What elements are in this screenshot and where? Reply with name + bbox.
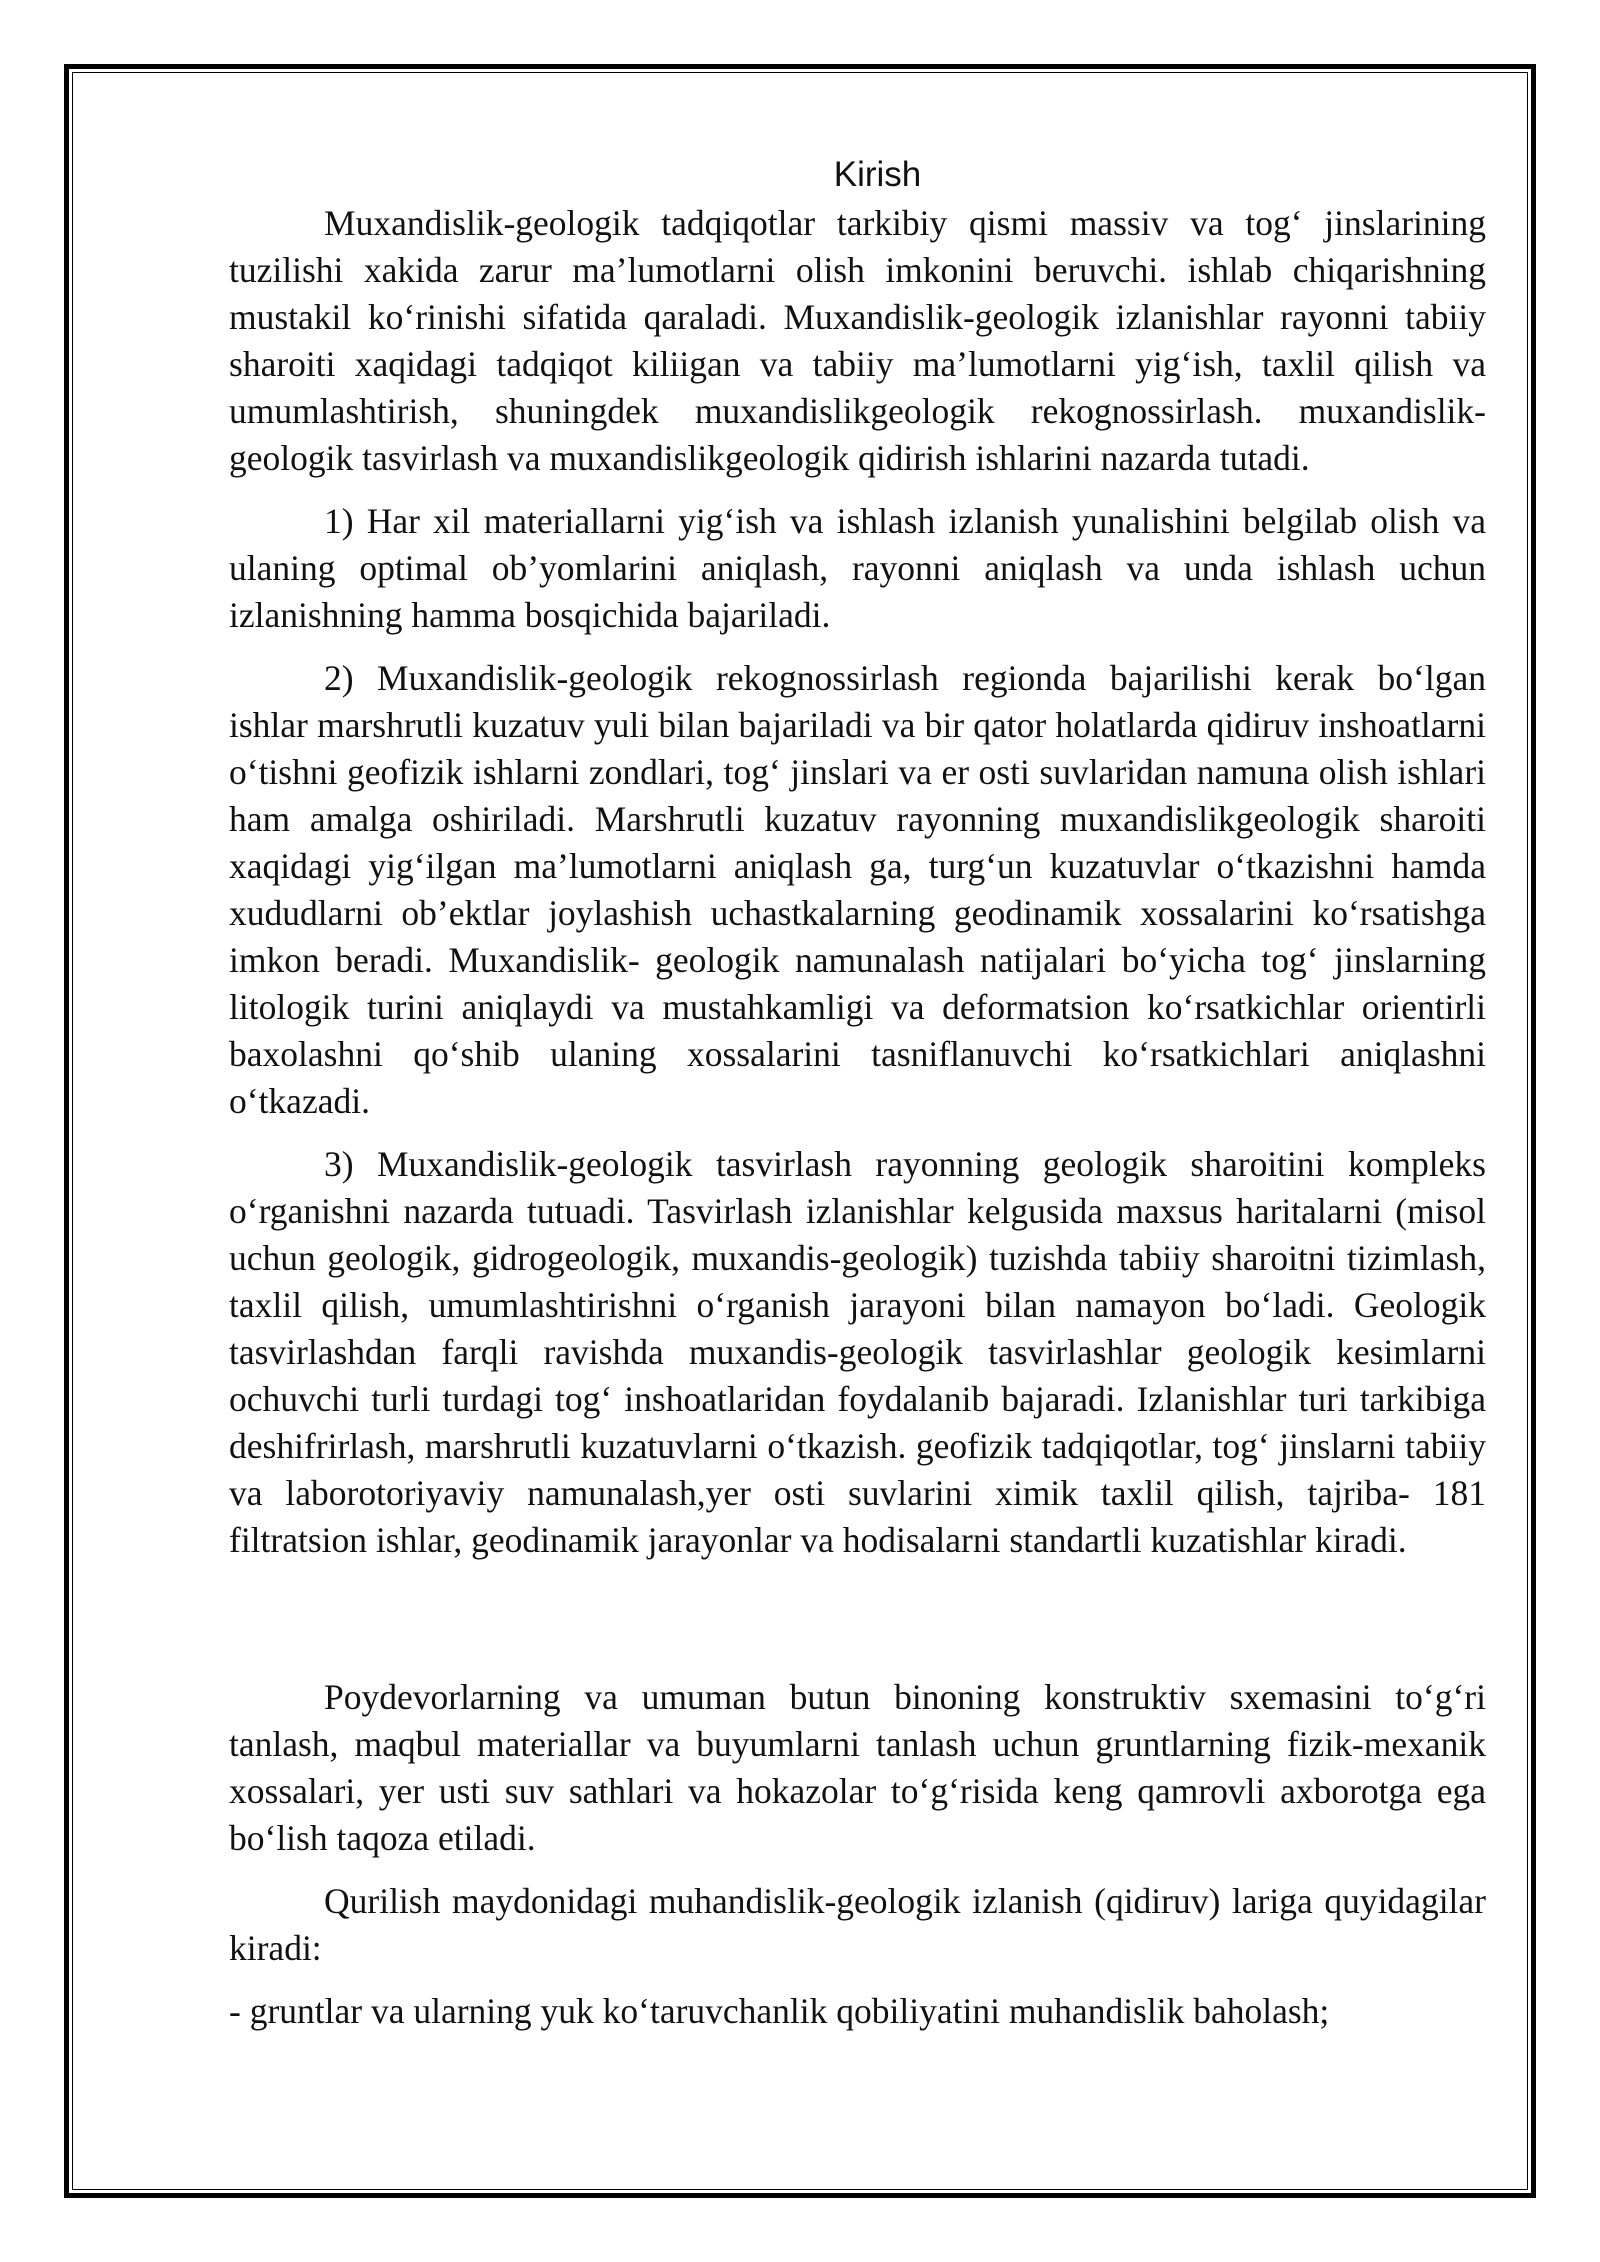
paragraph-foundations: Poydevorlarning va umuman butun binoning konstruktiv sxemasini to‘g‘ri tanlash, maqbul materiallar va buyumlarni tanlash uchun gruntlarning fizik-mexanik xossalari, yer usti suv sathlari va hokazolar to‘g‘risida keng qamrovli axborotga ega bo‘lish taqoza etiladi.: [229, 1677, 1486, 1858]
page-title: Kirish: [833, 155, 922, 194]
paragraph-item-2: 2) Muxandislik-geologik rekognossirlash regionda bajarilishi kerak bo‘lgan ishlar marshrutli kuzatuv yuli bilan bajariladi va bir qator holatlarda qidiruv inshoatlarni o‘tishni geofizik ishlarni zondlari, tog‘ jinslari va er osti suvlaridan namuna olish ishlari ham amalga oshiriladi. Marshrutli kuzatuv rayonning muxandislikgeologik sharoiti xaqidagi yig‘ilgan ma’lumotlarni aniqlash ga, turg‘un kuzatuvlar o‘tkazishni hamda xududlarni ob’ektlar joylashish uchastkalarning geodinamik xossalarini ko‘rsatishga imkon beradi. Muxandislik- geologik namunalash natijalari bo‘yicha tog‘ jinslarning litologik turini aniqlaydi va mustahkamligi va deformatsion ko‘rsatkichlar orientirli baxolashni qo‘shib ulaning xossalarini tasniflanuvchi ko‘rsatkichlari aniqlashni o‘tkazadi.: [229, 658, 1486, 1121]
section-spacer: [229, 1580, 1486, 1674]
paragraph-item-3: 3) Muxandislik-geologik tasvirlash rayonning geologik sharoitini kompleks o‘rganishni nazarda tutuadi. Tasvirlash izlanishlar kelgusida maxsus haritalarni (misol uchun geologik, gidrogeologik, muxandis-geologik) tuzishda tabiiy sharoitni tizimlash, taxlil qilish, umumlashtirishni o‘rganish jarayoni bilan namayon bo‘ladi. Geologik tasvirlashdan farqli ravishda muxandis-geologik tasvirlashlar geologik kesimlarni ochuvchi turli turdagi tog‘ inshoatlaridan foydalanib bajaradi. Izlanishlar turi tarkibiga deshifrirlash, marshrutli kuzatuvlarni o‘tkazish. geofizik tadqiqotlar, tog‘ jinslarni tabiiy va laborotoriyaviy namunalash,yer osti suvlarini ximik taxlil qilish, tajriba- 181 filtratsion ishlar, geodinamik jarayonlar va hodisalarni standartli kuzatishlar kiradi.: [229, 1144, 1486, 1560]
document-body: [229, 150, 1486, 2051]
paragraph-intro: Muxandislik-geologik tadqiqotlar tarkibiy qismi massiv va tog‘ jinslarining tuzilishi xakida zarur ma’lumotlarni olish imkonini beruvchi. ishlab chiqarishning mustakil ko‘rinishi sifatida qaraladi. Muxandislik-geologik izlanishlar rayonni tabiiy sharoiti xaqidagi tadqiqot kiliigan va tabiiy ma’lumotlarni yig‘ish, taxlil qilish va umumlashtirish, shuningdek muxandislikgeologik rekognossirlash. muxandislik-geologik tasvirlash va muxandislikgeologik qidirish ishlarini nazarda tutadi.: [229, 203, 1486, 478]
paragraph-survey-intro: Qurilish maydonidagi muhandislik-geologik izlanish (qidiruv) lariga quyidagilar kiradi:: [229, 1881, 1486, 1968]
paragraph-item-1: 1) Har xil materiallarni yig‘ish va ishlash izlanish yunalishini belgilab olish va ulaning optimal ob’yomlarini aniqlash, rayonni aniqlash va unda ishlash uchun izlanishning hamma bosqichida bajariladi.: [229, 501, 1486, 635]
list-item-soils: - gruntlar va ularning yuk ko‘taruvchanlik qobiliyatini muhandislik baholash;: [229, 1991, 1330, 2031]
